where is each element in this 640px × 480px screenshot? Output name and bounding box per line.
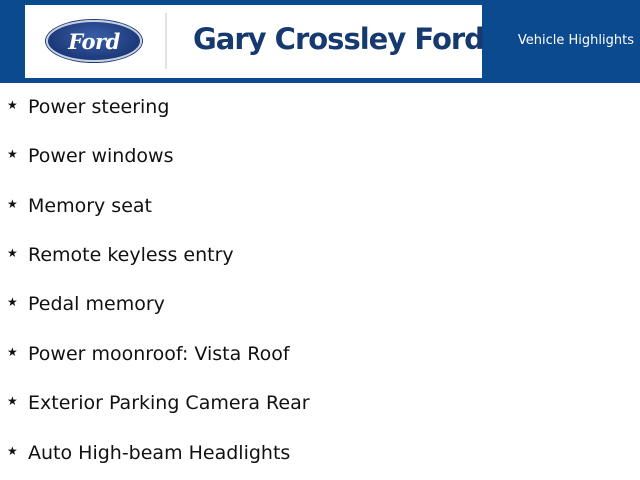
dealer-name: Gary Crossley Ford [193, 22, 484, 56]
highlight-label: Auto High-beam Headlights [28, 442, 291, 464]
highlight-label: Pedal memory [28, 293, 165, 315]
highlight-label: Power windows [28, 145, 174, 167]
star-icon: ★ [7, 246, 18, 260]
header-bar [0, 0, 640, 83]
ford-logo [46, 20, 142, 62]
vehicle-highlights-link[interactable]: Vehicle Highlights [517, 33, 634, 48]
highlight-label: Memory seat [28, 195, 152, 217]
highlight-label: Remote keyless entry [28, 244, 234, 266]
highlight-label: Power moonroof: Vista Roof [28, 343, 290, 365]
ford-logo-text: Ford [68, 28, 120, 54]
star-icon: ★ [7, 147, 18, 161]
star-icon: ★ [7, 444, 18, 458]
logo-divider [165, 13, 167, 69]
dealer-logo-panel[interactable] [25, 5, 482, 78]
star-icon: ★ [7, 295, 18, 309]
star-icon: ★ [7, 98, 18, 112]
star-icon: ★ [7, 197, 18, 211]
highlight-label: Exterior Parking Camera Rear [28, 392, 310, 414]
star-icon: ★ [7, 394, 18, 408]
highlight-label: Power steering [28, 96, 170, 118]
star-icon: ★ [7, 345, 18, 359]
